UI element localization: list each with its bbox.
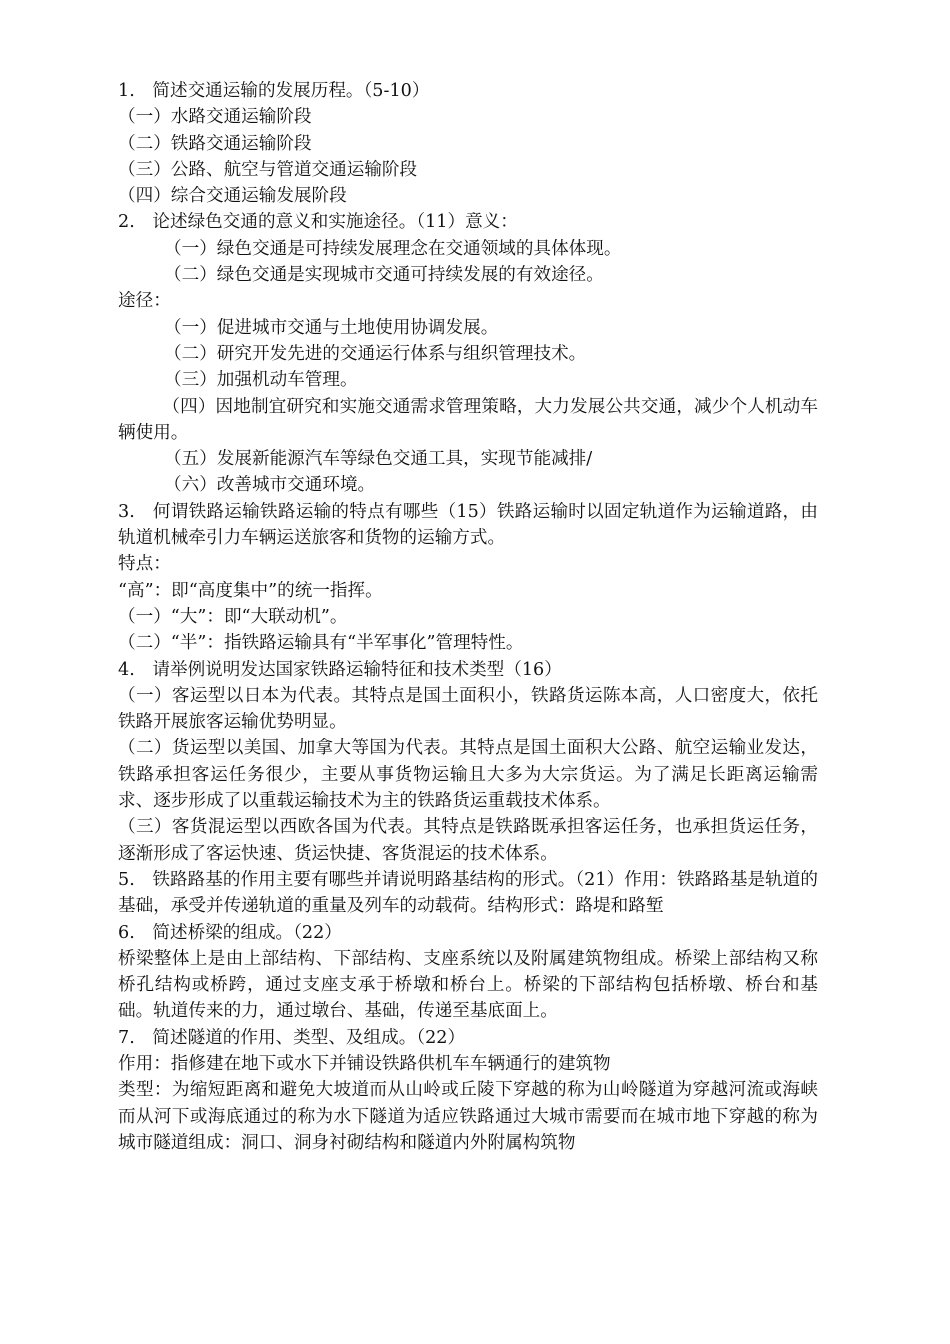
approach-1: （一）促进城市交通与土地使用协调发展。 (164, 317, 499, 338)
approach-heading: 途径： (118, 291, 171, 312)
question-2-title: 2. 论述绿色交通的意义和实施途径。（11）意义： (118, 212, 518, 233)
tunnel-function: 作用：指修建在地下或水下并铺设铁路供机车车辆通行的建筑物 (118, 1053, 611, 1074)
stage-2: （二）铁路交通运输阶段 (118, 133, 312, 154)
approach-2: （二）研究开发先进的交通运行体系与组织管理技术。 (164, 343, 587, 364)
question-7-title: 7. 简述隧道的作用、类型、及组成。（22） (118, 1027, 466, 1048)
tunnel-types: 类型：为缩短距离和避免大坡道而从山岭或丘陵下穿越的称为山岭隧道为穿越河流或海峡而从河下或海底通过的称为水下隧道为适应铁路通过大城市需要而在城市地下穿越的称为城市隧道组成：洞口、洞身衬砌结构和隧道内外附属构筑物 (118, 1080, 818, 1153)
feature-large: （一）“大”：即“大联动机”。 (118, 606, 348, 627)
meaning-2: （二）绿色交通是实现城市交通可持续发展的有效途径。 (164, 265, 604, 286)
approach-5: （五）发展新能源汽车等绿色交通工具，实现节能减排/ (164, 449, 593, 470)
meaning-1: （一）绿色交通是可持续发展理念在交通领域的具体体现。 (164, 238, 622, 259)
type-mixed: （三）客货混运型以西欧各国为代表。其特点是铁路既承担客运任务，也承担货运任务，逐渐形成了客运快速、货运快捷、客货混运的技术体系。 (118, 817, 818, 864)
feature-half: （二）“半”：指铁路运输具有“半军事化”管理特性。 (118, 633, 524, 654)
approach-3: （三）加强机动车管理。 (164, 370, 358, 391)
stage-4: （四）综合交通运输发展阶段 (118, 186, 347, 207)
question-6-title: 6. 简述桥梁的组成。（22） (118, 922, 342, 943)
question-4-title: 4. 请举例说明发达国家铁路运输特征和技术类型（16） (118, 659, 562, 680)
question-3-title: 3. 何谓铁路运输铁路运输的特点有哪些（15）铁路运输时以固定轨道作为运输道路，由轨道机械牵引力车辆运送旅客和货物的运输方式。 (118, 501, 818, 549)
approach-4: （四）因地制宜研究和实施交通需求管理策略，大力发展公共交通，减少个人机动车辆使用。 (118, 396, 818, 443)
feature-high: “高”：即“高度集中”的统一指挥。 (118, 580, 383, 601)
features-heading: 特点： (118, 554, 171, 575)
type-freight: （二）货运型以美国、加拿大等国为代表。其特点是国土面积大公路、航空运输业发达，铁路承担客运任务很少，主要从事货物运输且大多为大宗货运。为了满足长距离运输需求、逐步形成了以重载运输技术为主的铁路货运重载技术体系。 (118, 738, 818, 812)
stage-1: （一）水路交通运输阶段 (118, 107, 312, 128)
question-5-text: 5. 铁路路基的作用主要有哪些并请说明路基结构的形式。（21）作用：铁路路基是轨道的基础，承受并传递轨道的重量及列车的动载荷。结构形式：路堤和路堑 (118, 869, 818, 917)
question-1-title: 1. 简述交通运输的发展历程。（5-10） (118, 81, 430, 101)
document-body (118, 78, 818, 1156)
stage-3: （三）公路、航空与管道交通运输阶段 (118, 159, 418, 180)
bridge-description: 桥梁整体上是由上部结构、下部结构、支座系统以及附属建筑物组成。桥梁上部结构又称桥孔结构或桥跨，通过支座支承于桥墩和桥台上。桥梁的下部结构包括桥墩、桥台和基础。轨道传来的力，通过墩台、基础，传递至基底面上。 (118, 948, 818, 1022)
approach-6: （六）改善城市交通环境。 (164, 475, 376, 496)
type-passenger: （一）客运型以日本为代表。其特点是国土面积小，铁路货运陈本高，人口密度大，依托铁路开展旅客运输优势明显。 (118, 685, 818, 733)
